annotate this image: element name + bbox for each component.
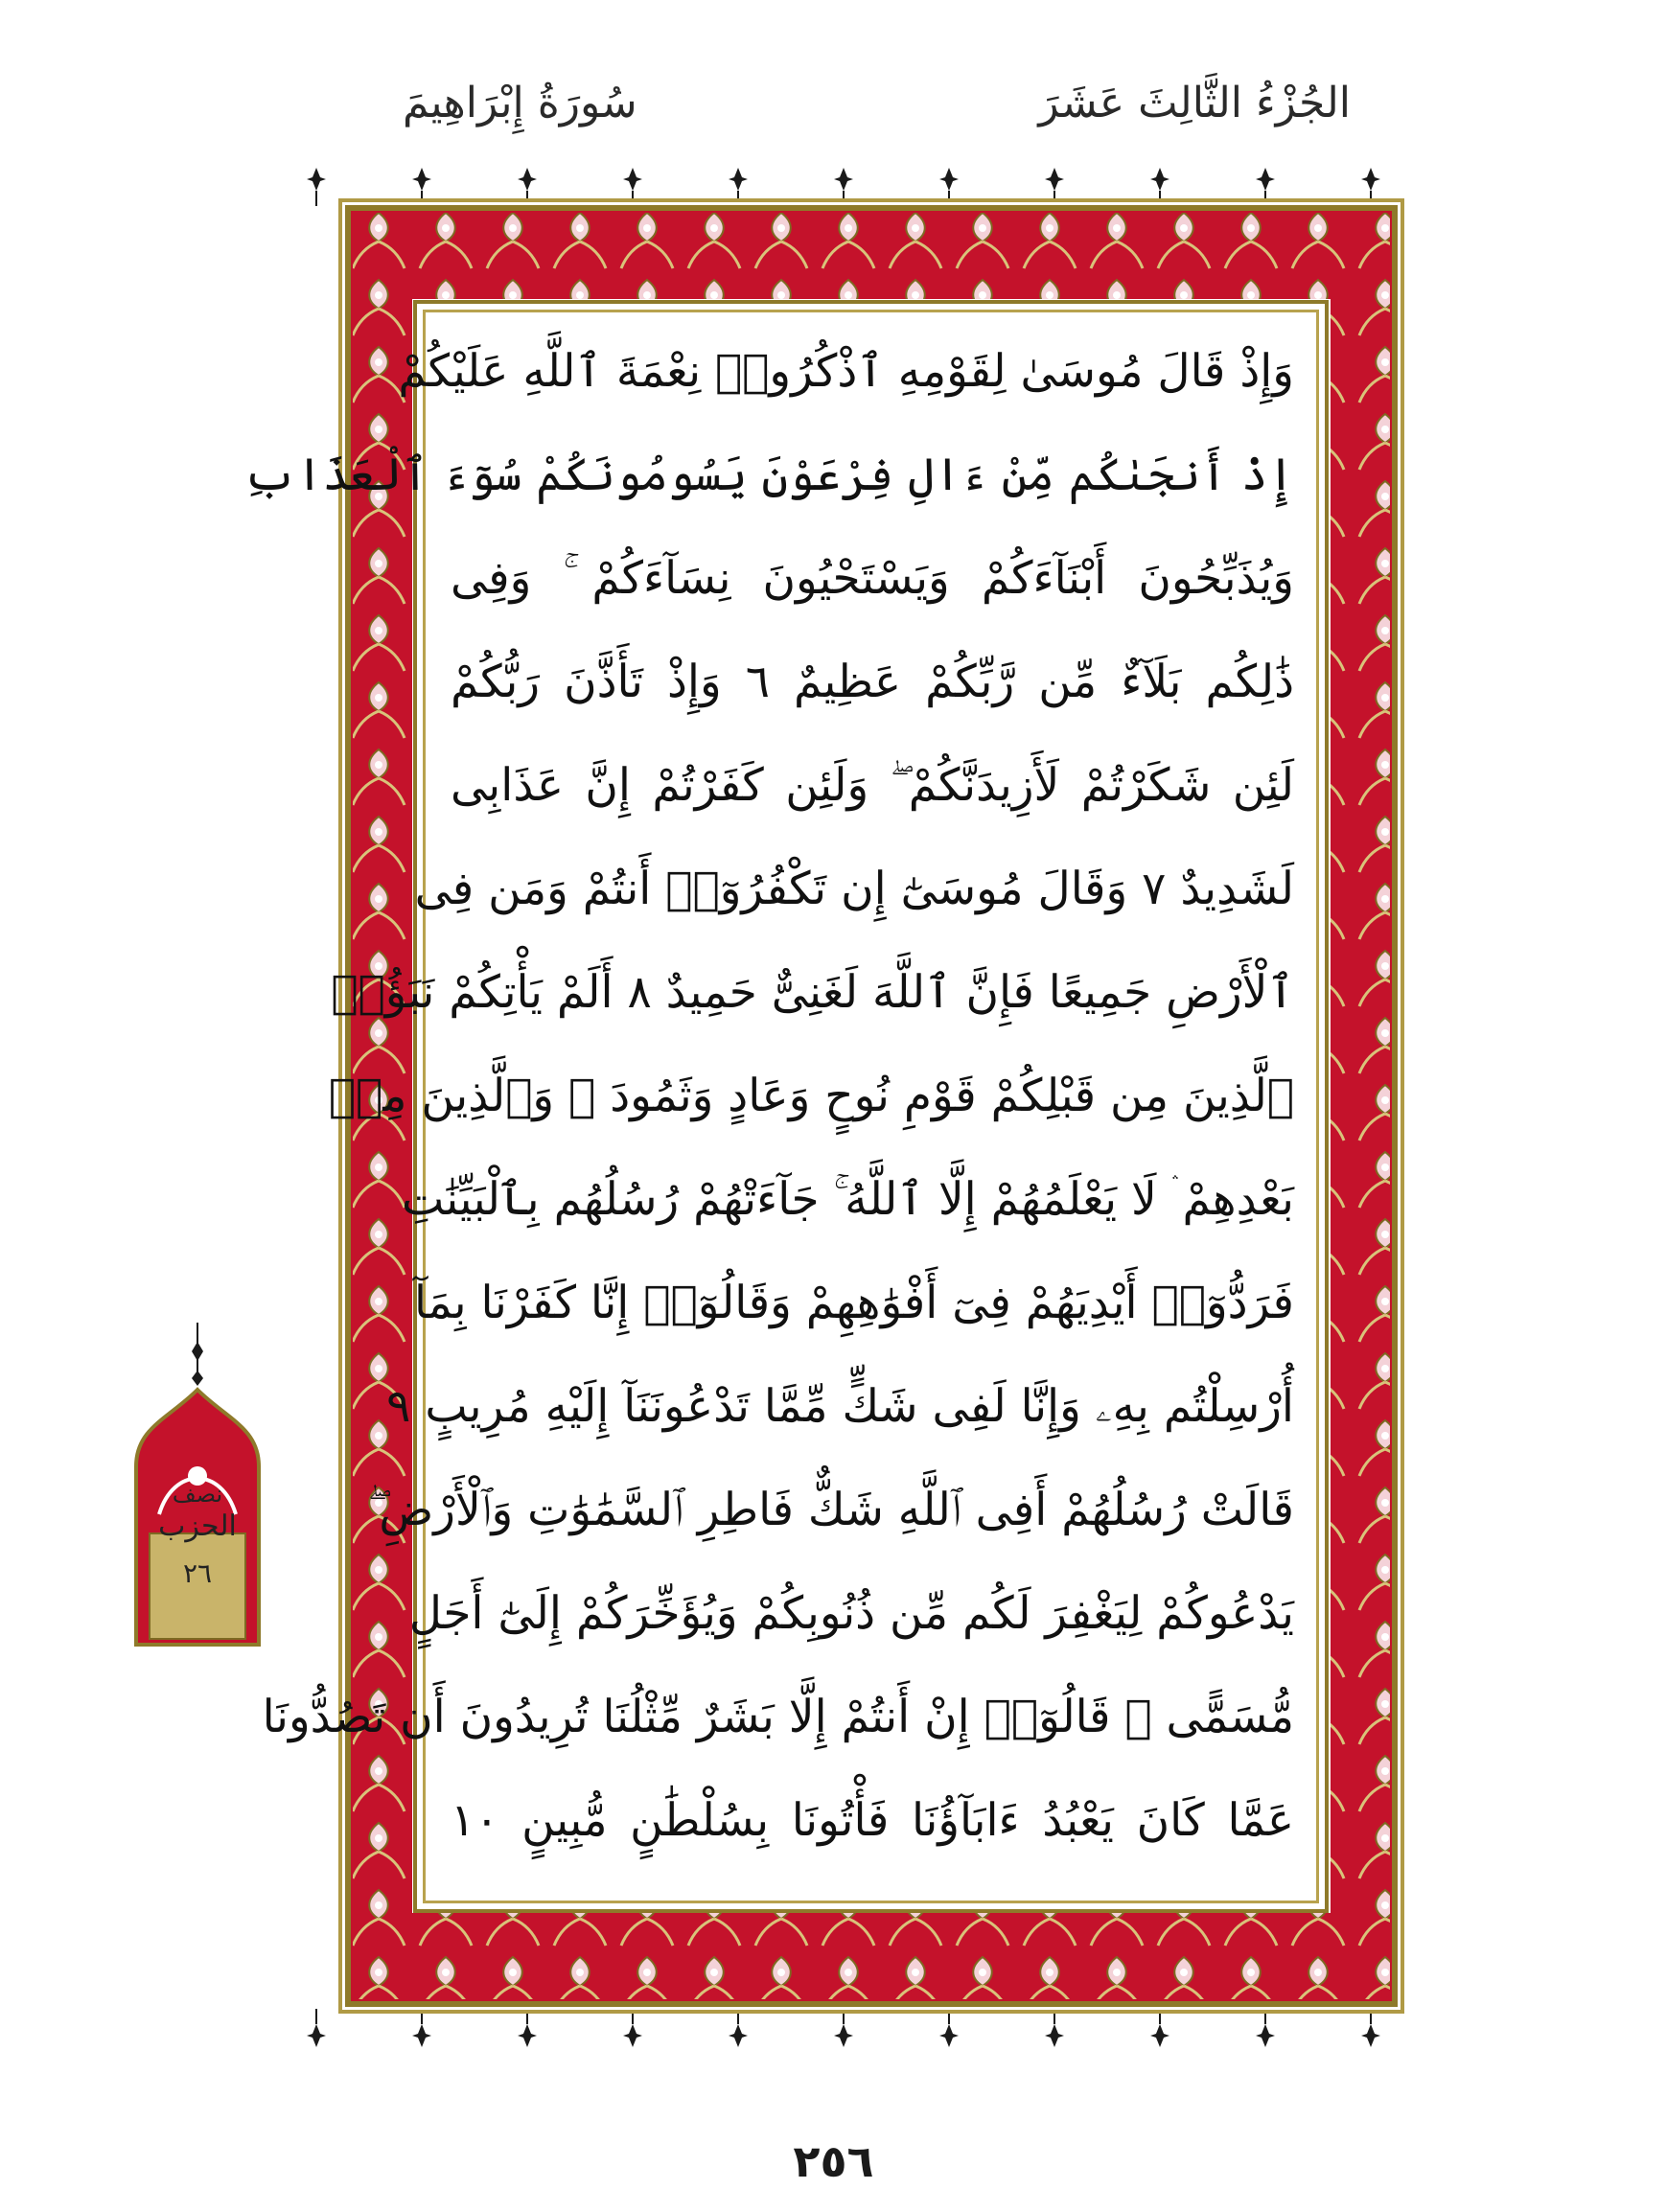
verse-line: إِذْ أَنجَىٰكُم مِّنْ ءَالِ فِرْعَوْنَ يَسُومُونَكُمْ سُوٓءَ ٱلْعَذَابِ [243,449,1294,501]
verse-line: ٱلْأَرْضِ جَمِيعًا فَإِنَّ ٱللَّهَ لَغَنِىٌّ حَمِيدٌ ٨ أَلَمْ يَأْتِكُمْ نَبَؤُا۟ [331,966,1294,1019]
top-finials [288,163,1457,211]
verse-line: لَئِن شَكَرْتُمْ لَأَزِيدَنَّكُمْ ۖ وَلَئِن كَفَرْتُمْ إِنَّ عَذَابِى [451,759,1294,812]
verse-line: أُرْسِلْتُم بِهِۦ وَإِنَّا لَفِى شَكٍّ مِّمَّا تَدْعُونَنَآ إِلَيْهِ مُرِيبٍ ٩ [386,1380,1294,1433]
verse-line: مُّسَمًّى ۚ قَالُوٓا۟ إِنْ أَنتُمْ إِلَّا بَشَرٌ مِّثْلُنَا تُرِيدُونَ أَن تَصُدُّونَا [262,1691,1294,1743]
finial-ornament [1150,168,1169,206]
verse-line: فَرَدُّوٓا۟ أَيْدِيَهُمْ فِىٓ أَفْوَٰهِهِمْ وَقَالُوٓا۟ إِنَّا كَفَرْنَا بِمَآ [413,1277,1294,1329]
bottom-finials [288,2009,1457,2057]
hizb-fraction: نصف [172,1481,223,1508]
finial-ornament [1361,168,1380,206]
finial-ornament [1045,168,1064,206]
finial-ornament [729,168,748,206]
finial-ornament [1045,2009,1064,2047]
finial-ornament [518,2009,537,2047]
finial-ornament [939,2009,959,2047]
surah-title: سُورَةُ إِبْرَاهِيمَ [403,79,637,127]
finial-ornament [1256,2009,1275,2047]
finial-ornament [307,168,326,206]
finial-ornament [1361,2009,1380,2047]
finial-ornament [834,168,853,206]
finial-ornament [729,2009,748,2047]
finial-ornament [623,2009,642,2047]
verse-block [243,326,1294,1878]
finial-ornament [518,168,537,206]
finial-ornament [1150,2009,1169,2047]
finial-ornament [1256,168,1275,206]
finial-ornament [834,2009,853,2047]
verse-line: وَإِذْ قَالَ مُوسَىٰ لِقَوْمِهِ ٱذْكُرُوا۟ نِعْمَةَ ٱللَّهِ عَلَيْكُمْ [398,345,1294,398]
juz-title: الجُزْءُ الثَّالِثَ عَشَرَ [1038,79,1351,127]
verse-line: ذَٰلِكُم بَلَآءٌ مِّن رَّبِّكُمْ عَظِيمٌ ٦ وَإِذْ تَأَذَّنَ رَبُّكُمْ [451,656,1294,708]
finial-ornament [307,2009,326,2047]
hizb-label: الحزب [158,1509,237,1543]
verse-line: بَعْدِهِمْ ۛ لَا يَعْلَمُهُمْ إِلَّا ٱللَّهُ ۚ جَآءَتْهُمْ رُسُلُهُم بِٱلْبَيِّنَٰتِ [401,1173,1294,1226]
page-number: ٢٥٦ [793,2135,874,2187]
verse-line: ٱلَّذِينَ مِن قَبْلِكُمْ قَوْمِ نُوحٍ وَعَادٍ وَثَمُودَ ۛ وَٱلَّذِينَ مِنۢ [328,1070,1294,1122]
hizb-number: ٢٦ [182,1557,213,1589]
finial-ornament [412,2009,431,2047]
verse-line: عَمَّا كَانَ يَعْبُدُ ءَابَآؤُنَا فَأْتُونَا بِسُلْطَٰنٍ مُّبِينٍ ١٠ [451,1794,1294,1847]
verse-line: قَالَتْ رُسُلُهُمْ أَفِى ٱللَّهِ شَكٌّ فَاطِرِ ٱلسَّمَٰوَٰتِ وَٱلْأَرْضِ ۖ [367,1484,1294,1536]
finial-ornament [939,168,959,206]
verse-line: وَيُذَبِّحُونَ أَبْنَآءَكُمْ وَيَسْتَحْيُونَ نِسَآءَكُمْ ۚ وَفِى [451,552,1294,605]
finial-ornament [623,168,642,206]
finial-ornament [412,168,431,206]
verse-line: لَشَدِيدٌ ٧ وَقَالَ مُوسَىٰٓ إِن تَكْفُرُوٓا۟ أَنتُمْ وَمَن فِى [414,863,1294,915]
verse-line: يَدْعُوكُمْ لِيَغْفِرَ لَكُم مِّن ذُنُوبِكُمْ وَيُؤَخِّرَكُمْ إِلَىٰٓ أَجَلٍ [408,1587,1294,1640]
